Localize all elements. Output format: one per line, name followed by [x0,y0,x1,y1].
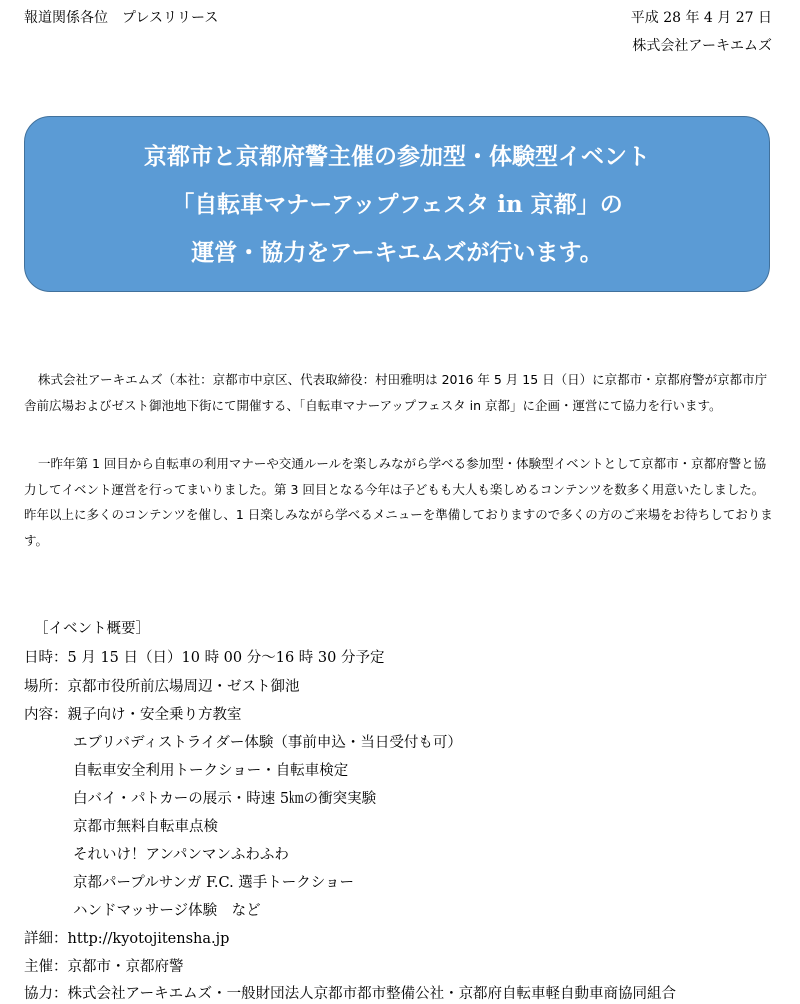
background-paragraph: 一昨年第 1 回目から自転車の利用マナーや交通ルールを楽しみながら学べる参加型・体験型イベントとして京都市・京都府警と協力してイベント運営を行ってまいりました。第 3 回目となる今年は子どもも大人も楽しめるコンテンツを数多く用意いたしました。昨年以上に多くのコンテンツを催し、1 日楽しみながら学べるメニューを準備しておりますので多くの方のご来場をお待ちしております。 [24,456,773,548]
event-datetime-row [24,648,384,668]
headline-line-1: 京都市と京都府警主催の参加型・体験型イベント [144,143,650,170]
content-item: エブリバディストライダー体験（事前申込・当日受付も可） [73,735,462,751]
details-link[interactable]: http://kyotojitensha.jp [67,931,230,947]
event-details-row [24,929,229,949]
organizer-value: 京都市・京都府警 [67,959,184,975]
headline-line-3: 運営・協力をアーキエムズが行います。 [191,239,603,266]
headline-banner [24,116,770,292]
label-separator: ： [53,679,68,695]
label-separator: ： [53,959,68,975]
event-cooperation-row [24,984,676,1004]
event-organizer-row [24,957,184,977]
event-overview-title: ［イベント概要］ [34,621,150,637]
headline-line-2: 「自転車マナーアップフェスタ in 京都」の [171,191,623,218]
content-item: 京都市無料自転車点検 [73,819,218,835]
place-label: 場所 [24,679,53,695]
label-separator: ： [53,931,68,947]
details-label: 詳細 [24,931,53,947]
datetime-label: 日時 [24,650,53,666]
label-separator: ： [53,707,68,723]
content-item: 親子向け・安全乗り方教室 [67,707,242,723]
issuer-company: 株式会社アーキエムズ [632,38,772,54]
contents-label: 内容 [24,707,53,723]
content-item: 白バイ・パトカーの展示・時速 5㎞の衝突実験 [73,791,377,807]
content-item: それいけ！アンパンマンふわふわ [73,847,289,863]
organizer-label: 主催 [24,959,53,975]
content-item: 自転車安全利用トークショー・自転車検定 [73,763,349,779]
place-value: 京都市役所前広場周辺・ゼスト御池 [67,679,300,695]
label-separator: ： [53,986,68,1002]
release-date: 平成 28 年 4 月 27 日 [630,10,772,26]
event-contents-row [24,705,242,725]
label-separator: ： [53,650,68,666]
content-item: 京都パープルサンガ F.C. 選手トークショー [73,875,354,891]
datetime-value: 5 月 15 日（日）10 時 00 分～16 時 30 分予定 [67,650,385,666]
event-place-row [24,677,300,697]
addressee-heading: 報道関係各位 プレスリリース [24,10,219,26]
content-item: ハンドマッサージ体験 など [73,903,261,919]
cooperation-label: 協力 [24,986,53,1002]
intro-paragraph: 株式会社アーキエムズ（本社：京都市中京区、代表取締役：村田雅明は 2016 年 5 月 15 日（日）に京都市・京都府警が京都市庁舎前広場およびゼスト御池地下街にて開催する、「自転車マナーアップフェスタ in 京都」に企画・運営にて協力を行います。 [24,372,768,413]
cooperation-value: 株式会社アーキエムズ・一般財団法人京都市都市整備公社・京都府自転車軽自動車商協同組合 [67,986,677,1002]
